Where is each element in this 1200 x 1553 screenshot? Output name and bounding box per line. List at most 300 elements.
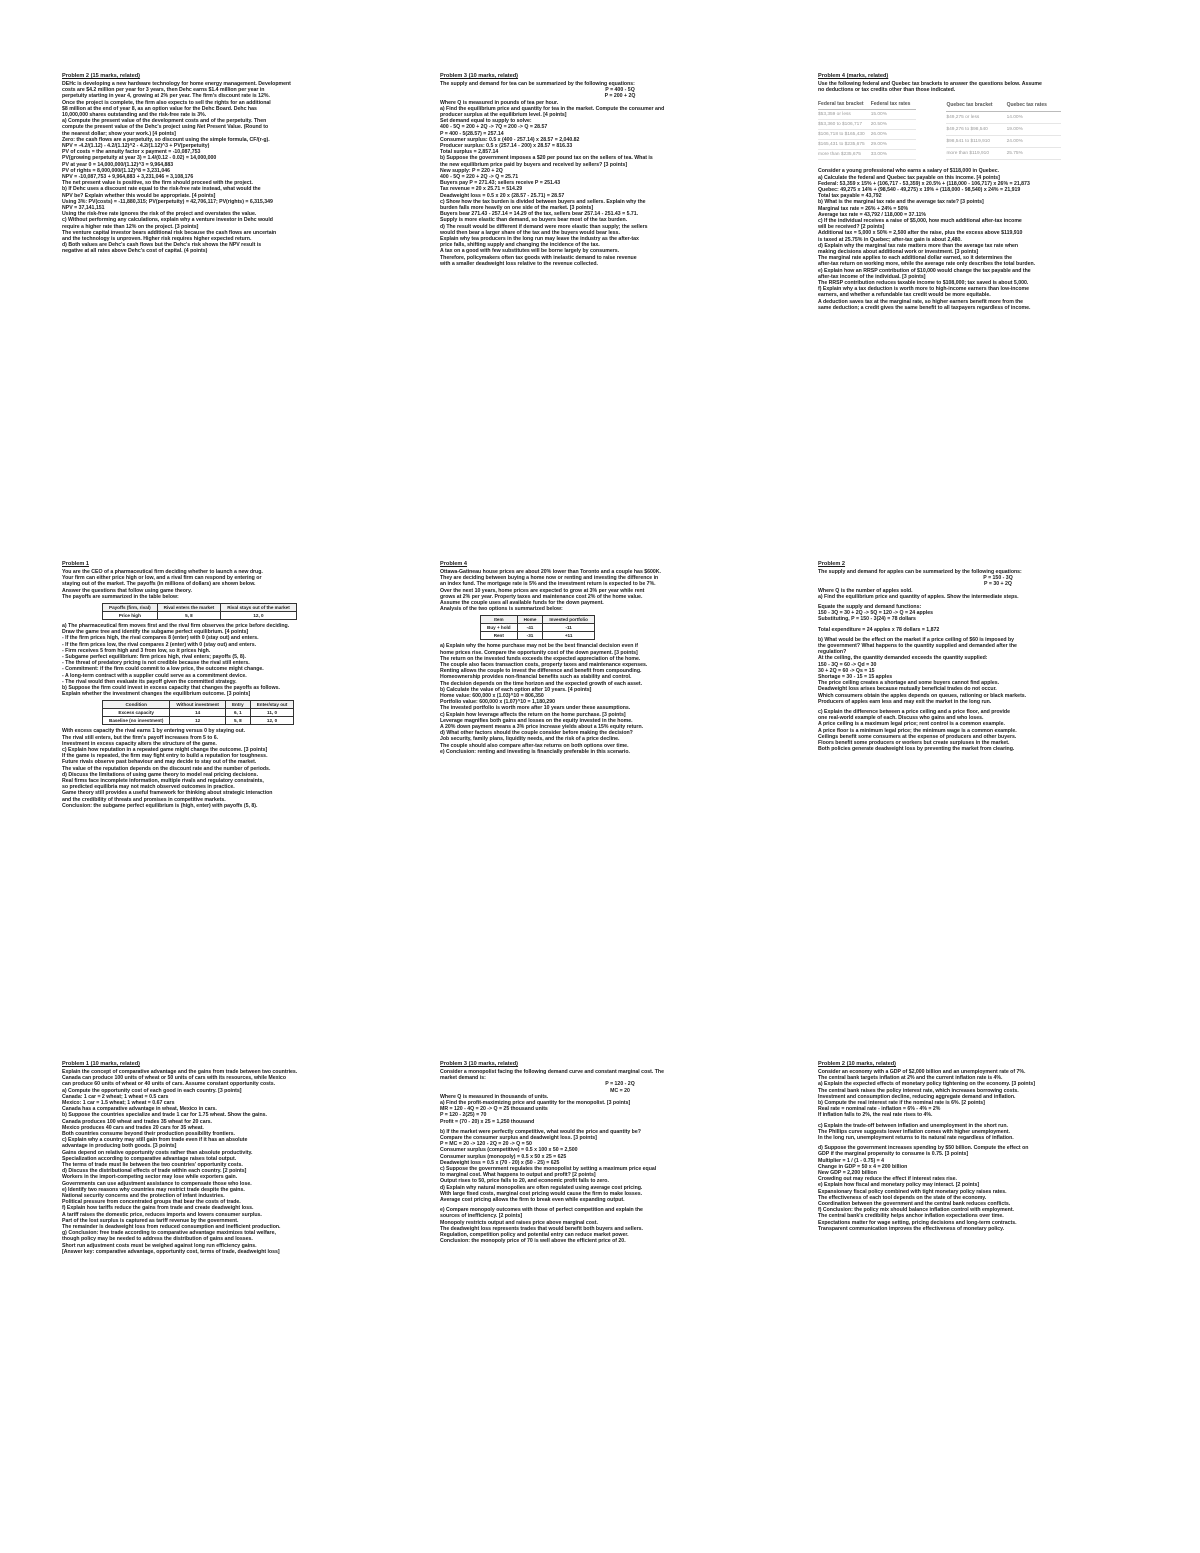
text-line: The net present value is positive, so the firm should proceed with the project.	[62, 180, 253, 187]
text-line: Average cost pricing allows the firm to break even while expanding output.	[440, 1197, 625, 1204]
table-cell: -11	[543, 624, 595, 632]
text-line: Total tax payable = 43,792	[818, 193, 882, 200]
capacity-table	[102, 700, 294, 725]
text-line: Floors benefit some producers or workers but create surpluses in the market.	[818, 740, 1010, 747]
table-cell: Baseline (no investment)	[103, 717, 170, 725]
table-cell: 29.00%	[871, 140, 917, 150]
text-line: a) Find the profit-maximizing price and quantity for the monopolist. [3 points]	[440, 1100, 631, 1107]
page-problem-2-a	[62, 72, 422, 255]
text-line: f) Conclusion: the policy mix should balance inflation control with employment.	[818, 1207, 1014, 1214]
table-row	[946, 136, 1060, 148]
table-header-cell: Quebec tax bracket	[946, 99, 1006, 112]
text-line: b) What would be the effect on the market if a price ceiling of $60 is imposed by	[818, 636, 1015, 643]
page-problem-1-game	[62, 560, 422, 809]
text-line: advantage in producing both goods. [3 points]	[62, 1143, 177, 1150]
table-cell: 5, 8	[225, 717, 250, 725]
text-line: PV of costs = the annuity factor x payment = -10,087,753	[62, 149, 201, 156]
text-line: c) Suppose the government regulates the monopolist by setting a maximum price equal	[440, 1166, 657, 1173]
text-line: b) Suppose the firm could invest in excess capacity that changes the payoffs as follows.	[62, 685, 280, 692]
text-line: Monopoly restricts output and raises price above marginal cost.	[440, 1219, 598, 1226]
text-line: Both policies generate deadweight loss by preventing the market from clearing.	[818, 746, 1015, 753]
text-line: The price ceiling creates a shortage and some buyers cannot find apples.	[818, 680, 1000, 687]
text-line: 400 - 5Q = 200 + 2Q -> 7Q = 200 -> Q = 28.57	[440, 124, 548, 131]
table-cell: 33.00%	[871, 150, 917, 160]
text-line: Game theory still provides a useful framework for thinking about strategic interaction	[62, 790, 273, 797]
table-row	[818, 110, 916, 120]
table-header-cell: Payoffs (firm, rival)	[103, 604, 158, 612]
text-line: Ceilings benefit some consumers at the expense of producers and other buyers.	[818, 733, 1017, 740]
text-line: earners, and whether a refundable tax credit would be more equitable.	[818, 292, 991, 299]
text-line: Where Q is measured in thousands of units.	[440, 1093, 549, 1100]
text-line: The central bank raises the policy interest rate, which increases borrowing costs.	[818, 1087, 1019, 1094]
text-line: Where Q is measured in pounds of tea per hour.	[440, 99, 559, 106]
text-line: will be received? [2 points]	[818, 224, 885, 231]
table-cell: 15.00%	[871, 110, 917, 120]
text-line: d) Both values are Dehc's cash flows but the Dehc's risk shows the NPV result is	[62, 242, 262, 249]
table-cell: 12, 0	[221, 612, 297, 620]
text-line: Homeownership provides non-financial benefits such as stability and control.	[440, 674, 632, 681]
problem-heading: Problem 4 (marks, related)	[818, 73, 889, 79]
text-line: Conclusion: the subgame perfect equilibrium is (high, enter) with payoffs (5, 8).	[62, 802, 258, 809]
text-line: the new equilibrium price paid by buyers and received by sellers? [3 points]	[440, 161, 628, 168]
text-line: same deduction; a credit gives the same benefit to all taxpayers regardless of income.	[818, 304, 1031, 311]
text-line: GDP if the marginal propensity to consume is 0.75. [3 points]	[818, 1151, 969, 1158]
text-line: Federal: 53,359 x 15% + (106,717 - 53,359) x 20.5% + (118,000 - 106,717) x 26% = 21,873	[818, 180, 1030, 187]
text-line: and the technology is unproven. Higher risk requires higher expected return.	[62, 236, 252, 243]
table-header-cell: Rival enters the market	[157, 604, 221, 612]
table-cell: -31	[517, 632, 543, 640]
text-line: d) Explain why natural monopolies are often regulated using average cost pricing.	[440, 1184, 643, 1191]
table-cell: +11	[543, 632, 595, 640]
table-cell: 12	[170, 717, 226, 725]
text-line: Consumer surplus: 0.5 x (400 - 257.14) x 28.57 = 2,040.82	[440, 136, 580, 143]
text-line: The supply and demand for apples can be summarized by the following equations:	[818, 569, 1022, 575]
text-line: c) Without performing any calculations, explain why a venture investor in Dehc would	[62, 217, 273, 224]
text-line: e) Identify two reasons why countries may restrict trade despite the gains.	[62, 1186, 245, 1193]
text-line: b) If Dehc uses a discount rate equal to the risk-free rate instead, what would the	[62, 186, 261, 193]
text-line: Using the risk-free rate ignores the risk of the project and overstates the value.	[62, 211, 257, 218]
table-cell: 5, 8	[157, 612, 221, 620]
text-line: Equate the supply and demand functions:	[818, 604, 922, 611]
text-line: Supply is more elastic than demand, so buyers bear most of the tax burden.	[440, 217, 628, 224]
text-line: Draw the game tree and identify the subgame perfect equilibrium. [4 points]	[62, 629, 249, 636]
text-line: d) Explain why the marginal tax rate matters more than the average tax rate when	[818, 242, 1019, 249]
text-line: In the long run, unemployment returns to its natural rate regardless of inflation.	[818, 1135, 1014, 1142]
text-line: to marginal cost. What happens to output and profit? [2 points]	[440, 1172, 596, 1179]
text-line: Consider an economy with a GDP of $2,000 billion and an unemployment rate of 7%.	[818, 1069, 1026, 1075]
text-line: National security concerns and the protection of infant industries.	[62, 1193, 225, 1200]
text-line: Canada has a comparative advantage in wheat, Mexico in cars.	[62, 1106, 217, 1113]
text-line: Governments can use adjustment assistance to compensate those who lose.	[62, 1180, 252, 1187]
text-line: a) Explain the expected effects of monetary policy tightening on the economy. [3 points]	[818, 1081, 1035, 1088]
equation-line: P = 120 - 2Q	[605, 1081, 635, 1088]
problem-heading: Problem 2 (10 marks, related)	[818, 1061, 897, 1067]
text-line: Real rate = nominal rate - inflation = 6% - 4% = 2%	[818, 1106, 941, 1113]
text-line: b) Compute the real interest rate if the nominal rate is 6%. [2 points]	[818, 1100, 985, 1107]
text-line: f) Explain why a tax deduction is worth more to high-income earners than low-income	[818, 286, 1029, 293]
text-line: burden falls more heavily on one side of the market. [3 points]	[440, 205, 594, 212]
text-line: The venture capital investor bears additional risk because the cash flows are uncertain	[62, 229, 277, 236]
table-row	[946, 148, 1060, 160]
text-line: At the ceiling, the quantity demanded exceeds the quantity supplied:	[818, 655, 988, 662]
text-line: costs are $4.2 million per year for 3 years, then Dehc earns $1.4 million per year in	[62, 87, 265, 94]
text-line: one real-world example of each. Discuss who gains and who loses.	[818, 715, 984, 722]
text-line: The deadweight loss represents trades that would benefit both buyers and sellers.	[440, 1225, 643, 1232]
text-line: - The threat of predatory pricing is not credible because the rival still enters.	[62, 660, 250, 667]
table-header-cell: Item	[481, 616, 518, 624]
text-line: making decisions about additional work or investment. [3 points]	[818, 249, 979, 256]
text-line: Use the following federal and Quebec tax brackets to answer the questions below. Assume	[818, 81, 1042, 87]
text-line: Consumer surplus (monopoly) = 0.5 x 50 x 25 = 625	[440, 1153, 567, 1160]
text-line: The terms of trade must lie between the two countries' opportunity costs.	[62, 1162, 243, 1169]
problem-heading: Problem 2	[818, 561, 846, 567]
text-line: Once the project is complete, the firm also expects to sell the rights for an additional	[62, 99, 271, 106]
text-line: Substituting, P = 150 - 3(24) = 78 dollars	[818, 616, 916, 623]
text-line: - Firm receives 5 from high and 3 from low, so it prices high.	[62, 647, 211, 654]
equation-line: P = 30 + 2Q	[984, 581, 1012, 588]
text-line: They are deciding between buying a home now or renting and investing the difference in	[440, 575, 659, 582]
text-line: PV of rights = 8,000,000/(1.12)^8 = 3,231,046	[62, 167, 170, 174]
text-line: market demand is:	[440, 1075, 486, 1082]
text-line: If the game is repeated, the firm may fight entry to build a reputation for toughness.	[62, 753, 268, 760]
text-line: Ottawa-Gatineau house prices are about 20% lower than Toronto and a couple has $600K.	[440, 569, 661, 575]
text-line: a) Compute the opportunity cost of each good in each country. [3 points]	[62, 1087, 242, 1094]
text-line: Regulation, competition policy and potential entry can reduce market power.	[440, 1232, 629, 1239]
text-line: Home value: 600,000 x (1.03)^10 = 806,350	[440, 693, 544, 700]
text-line: Explain the concept of comparative advantage and the gains from trade between two countries.	[62, 1069, 298, 1075]
text-line: Investment in excess capacity alters the structure of the game.	[62, 740, 217, 747]
text-line: Output rises to 50, price falls to 20, and economic profit falls to zero.	[440, 1178, 609, 1185]
table-row	[818, 150, 916, 160]
equation-line: MC = 20	[610, 1087, 630, 1094]
text-line: perpetuity starting in year 4, growing at 2% per year. The firm's discount rate is 12%.	[62, 93, 270, 100]
text-line: P = 400 - 5(28.57) = 257.14	[440, 130, 504, 137]
text-line: c) If the individual receives a raise of $5,000, how much additional after-tax income	[818, 218, 1022, 225]
text-line: The couple also faces transaction costs, property taxes and maintenance expenses.	[440, 662, 648, 669]
problem-heading: Problem 3 (10 marks, related)	[440, 73, 519, 79]
text-line: Compare the consumer surplus and deadweight loss. [3 points]	[440, 1135, 597, 1142]
problem-heading: Problem 3 (10 marks, related)	[440, 1061, 519, 1067]
text-line: - A long-term contract with a supplier could serve as a commitment device.	[62, 672, 247, 679]
text-line: A price ceiling is a maximum legal price; rent control is a common example.	[818, 721, 1005, 728]
text-line: Investment and consumption decline, reducing aggregate demand and inflation.	[818, 1093, 1016, 1100]
table-cell: 6, 1	[225, 709, 250, 717]
text-line: home prices rise. Compare the opportunity cost of the down payment. [3 points]	[440, 649, 638, 656]
text-line: the government? What happens to the quantity supplied and demanded after the	[818, 643, 1017, 650]
text-line: New supply: P = 220 + 2Q	[440, 167, 503, 174]
table-header-cell: Entry	[225, 701, 250, 709]
equation-line: P = 150 - 3Q	[983, 575, 1013, 582]
text-line: compute the present value of the Dehc's project using Net Present Value. (Round to	[62, 124, 269, 131]
table-cell: 24.00%	[1007, 136, 1061, 148]
table-cell: $49,275 or less	[946, 112, 1006, 124]
text-line: The value of the reputation depends on the discount rate and the number of periods.	[62, 765, 271, 772]
text-line: d) Suppose the government increases spending by $50 billion. Compute the effect on	[818, 1145, 1029, 1152]
payoff-table	[102, 603, 297, 620]
table-cell: 26.00%	[871, 130, 917, 140]
text-line: after-tax return on working more, while the average rate only describes the total burden.	[818, 261, 1036, 268]
text-line: The supply and demand for tea can be summarized by the following equations:	[440, 81, 635, 87]
text-line: NPV = 37,141,151	[62, 205, 105, 212]
text-line: producer surplus at the equilibrium level. [4 points]	[440, 112, 567, 119]
text-line: Conclusion: the monopoly price of 70 is well above the efficient price of 20.	[440, 1238, 626, 1245]
text-line: DEHc is developing a new hardware technology for home energy management. Development	[62, 81, 291, 87]
problem-heading: Problem 1 (10 marks, related)	[62, 1061, 141, 1067]
quebec-tax-table	[946, 99, 1060, 160]
text-line: Mexico produces 40 cars and trades 20 cars for 35 wheat.	[62, 1124, 204, 1131]
text-line: PV at year 0 = 14,000,000/(1.12)^3 = 9,964,883	[62, 161, 174, 168]
text-line: Portfolio value: 600,000 x (1.07)^10 = 1,180,290	[440, 699, 556, 706]
text-line: though policy may be needed to address the distribution of gains and losses.	[62, 1236, 253, 1243]
text-line: Explain why tea producers in the long run may leave the industry as the after-tax	[440, 236, 639, 243]
text-line: Consumer surplus (competitive) = 0.5 x 100 x 50 = 2,500	[440, 1147, 578, 1154]
text-line: Buyers pay P = 271.43; sellers receive P = 251.43	[440, 180, 561, 187]
text-line: [Answer key: comparative advantage, opportunity cost, terms of trade, deadweight loss]	[62, 1248, 280, 1255]
page-problem-3-a	[440, 72, 800, 267]
text-line: Your firm can either price high or low, and a rival firm can respond by entering or	[62, 575, 262, 582]
problem-heading: Problem 2 (15 marks, related)	[62, 73, 141, 79]
text-line: 150 - 3Q = 60 -> Qd = 30	[818, 661, 877, 668]
table-cell: more than $119,910	[946, 148, 1006, 160]
text-line: The decision depends on the time horizon and the expected growth of each asset.	[440, 680, 643, 687]
problem-heading: Problem 1	[62, 561, 90, 567]
text-line: Consider a young professional who earns a salary of $118,000 in Quebec.	[818, 168, 1000, 175]
text-line: Using 3%: PV(costs) = -11,880,315; PV(perpetuity) = 42,706,117; PV(rights) = 6,315,349	[62, 198, 273, 205]
table-cell: 14	[170, 709, 226, 717]
text-line: The invested portfolio is worth more after 10 years under these assumptions.	[440, 705, 631, 712]
table-cell: 12, 0	[250, 717, 294, 725]
table-cell: $53,360 to $106,717	[818, 120, 871, 130]
page-problem-2-macro	[818, 1060, 1178, 1232]
text-line: Tax revenue = 20 x 25.71 = 514.29	[440, 186, 523, 193]
text-line: The Phillips curve suggests lower inflation comes with higher unemployment.	[818, 1128, 1010, 1135]
text-line: Part of the lost surplus is captured as tariff revenue by the government.	[62, 1217, 239, 1224]
table-cell: Price high	[103, 612, 158, 620]
table-row	[103, 717, 294, 725]
text-line: Analysis of the two options is summarized below:	[440, 606, 563, 613]
table-cell: $106,718 to $165,430	[818, 130, 871, 140]
text-line: b) Suppose the government imposes a $20 per pound tax on the sellers of tea. What is	[440, 155, 653, 162]
text-line: - Subgame perfect equilibrium: firm prices high, rival enters; payoffs (5, 8).	[62, 654, 246, 661]
table-header-cell: Enter/stay out	[250, 701, 294, 709]
text-line: A tax on a good with few substitutes will be borne largely by consumers.	[440, 248, 620, 255]
text-line: Real firms face incomplete information, multiple rivals and regulatory constraints,	[62, 778, 264, 785]
text-line: Assume the couple uses all available funds for the down payment.	[440, 600, 604, 607]
text-line: Average tax rate = 43,792 / 118,000 = 37.11%	[818, 211, 926, 218]
text-line: Profit = (70 - 20) x 25 = 1,250 thousand	[440, 1118, 535, 1125]
text-line: Canada can produce 100 units of wheat or 50 units of cars with its resources, while Mexico	[62, 1075, 286, 1082]
text-line: Change in GDP = 50 x 4 = 200 billion	[818, 1163, 908, 1170]
text-line: Buyers bear 271.43 - 257.14 = 14.29 of the tax, sellers bear 257.14 - 251.43 = 5.71.	[440, 211, 639, 218]
table-row	[946, 112, 1060, 124]
tax-tables	[818, 99, 1178, 160]
text-line: 150 - 3Q = 30 + 2Q -> 5Q = 120 -> Q = 24 apples	[818, 610, 934, 617]
table-cell: 14.00%	[1007, 112, 1061, 124]
text-line: c) Explain how leverage affects the return on the home purchase. [3 points]	[440, 711, 626, 718]
text-line: The payoffs are summarized in the table below:	[62, 593, 179, 600]
text-line: c) Show how the tax burden is divided between buyers and sellers. Explain why the	[440, 198, 646, 205]
text-line: Zero: the cash flows are a perpetuity, so discount using the simple formula, CF/(r-g).	[62, 136, 270, 143]
text-line: The marginal rate applies to each additional dollar earned, so it determines the	[818, 255, 1013, 262]
text-line: Future rivals observe past behaviour and may decide to stay out of the market.	[62, 759, 257, 766]
text-line: a) Explain why the home purchase may not be the best financial decision even if	[440, 643, 639, 650]
table-row	[481, 624, 595, 632]
text-line: b) Calculate the value of each option after 10 years. [4 points]	[440, 686, 592, 693]
problem-heading: Problem 4	[440, 561, 468, 567]
text-line: after-tax income of the individual. [3 points]	[818, 273, 926, 280]
table-cell: 19.00%	[1007, 124, 1061, 136]
text-line: Marginal tax rate = 26% + 24% = 50%	[818, 205, 909, 212]
text-line: Quebec: 49,275 x 14% + (98,540 - 49,275) x 19% + (118,000 - 98,540) x 24% = 21,919	[818, 187, 1021, 194]
text-line: Total expenditure = 24 apples x 78 dollars = 1,872	[818, 626, 940, 633]
table-row	[103, 709, 294, 717]
text-line: Total surplus = 2,857.14	[440, 149, 499, 156]
text-line: Set demand equal to supply to solve:	[440, 118, 532, 125]
text-line: - Commitment: if the firm could commit to a low price, the outcome might change.	[62, 666, 264, 673]
table-header-cell: Condition	[103, 701, 170, 709]
table-cell: 20.50%	[871, 120, 917, 130]
text-line: negative at all rates above Dehc's cost of capital. (4 points)	[62, 248, 208, 255]
text-line: Gains depend on relative opportunity costs rather than absolute productivity.	[62, 1149, 253, 1156]
table-row	[481, 632, 595, 640]
text-line: The remainder is deadweight loss from reduced consumption and inefficient production.	[62, 1224, 281, 1231]
text-line: Job security, family plans, liquidity needs, and the risk of a price decline.	[440, 736, 620, 743]
text-line: - If the firm prices high, the rival compares 8 (enter) with 0 (stay out) and enters.	[62, 635, 259, 642]
text-line: Which consumers obtain the apples depends on queues, rationing or black markets.	[818, 692, 1027, 699]
text-line: Therefore, policymakers often tax goods with inelastic demand to raise revenue	[440, 254, 637, 261]
text-line: d) Discuss the distributional effects of trade within each country. [2 points]	[62, 1168, 247, 1175]
text-line: Mexico: 1 car = 1.5 wheat; 1 wheat = 0.67 cars	[62, 1100, 175, 1107]
text-line: $8 million at the end of year 8, as an option value for the Dehc Board. Dehc has	[62, 105, 257, 112]
text-line: 30 + 2Q = 60 -> Qs = 15	[818, 667, 875, 674]
text-line: require a higher rate than 12% on the project. [3 points]	[62, 223, 199, 230]
text-line: staying out of the market. The payoffs (in millions of dollars) are shown below.	[62, 581, 256, 588]
text-line: Where Q is the number of apples sold.	[818, 587, 913, 594]
text-line: The rival still enters, but the firm's payoff increases from 5 to 6.	[62, 734, 219, 741]
text-line: NPV be? Explain whether this would be appropriate. [4 points]	[62, 192, 216, 199]
page-problem-4-tax	[818, 72, 1178, 311]
text-line: The couple should also compare after-tax returns on both options over time.	[440, 742, 629, 749]
text-line: with a smaller deadweight loss relative to the revenue collected.	[440, 260, 598, 267]
table-cell: $53,359 or less	[818, 110, 871, 120]
table-cell: 11, 0	[250, 709, 294, 717]
text-line: d) Discuss the limitations of using game theory to model real pricing decisions.	[62, 771, 259, 778]
table-cell: 25.75%	[1007, 148, 1061, 160]
text-line: c) Explain how reputation in a repeated game might change the outcome. [3 points]	[62, 747, 268, 754]
equation-line: P = 200 + 2Q	[604, 93, 636, 100]
text-line: Canada produces 100 wheat and trades 35 wheat for 20 cars.	[62, 1118, 212, 1125]
text-line: The RRSP contribution reduces taxable income to $108,000; tax saved is about 5,000.	[818, 280, 1029, 287]
text-line: Explain whether the investment changes the equilibrium outcome. [3 points]	[62, 691, 251, 698]
text-line: e) Compare monopoly outcomes with those of perfect competition and explain the	[440, 1207, 643, 1214]
text-line: With large fixed costs, marginal cost pricing would cause the firm to make losses.	[440, 1190, 643, 1197]
page-problem-2-apples	[818, 560, 1178, 752]
text-line: Deadweight loss = 0.5 x (70 - 20) x (50 - 25) = 625	[440, 1159, 560, 1166]
text-line: Transparent communication improves the effectiveness of monetary policy.	[818, 1225, 1005, 1232]
text-line: Producers of apples earn less and may exit the market in the long run.	[818, 698, 992, 705]
text-line: Political pressure from concentrated groups that bear the costs of trade.	[62, 1199, 241, 1206]
text-line: a) Find the equilibrium price and quantity for tea in the market. Compute the consumer and	[440, 105, 665, 112]
table-row	[818, 140, 916, 150]
text-line: The central bank's credibility helps anchor inflation expectations over time.	[818, 1213, 1004, 1220]
text-line: a) Compute the present value of the development costs and of the perpetuity. Then	[62, 118, 267, 125]
text-line: so predicted equilibria may not match observed outcomes in practice.	[62, 784, 235, 791]
text-line: Additional tax = 5,000 x 50% = 2,500 after the raise, plus the excess above $119,910	[818, 230, 1023, 237]
text-line: b) Suppose the countries specialize and trade 1 car for 1.75 wheat. Show the gains.	[62, 1112, 267, 1119]
text-line: If inflation falls to 2%, the real rate rises to 4%.	[818, 1112, 933, 1119]
text-line: a) Calculate the federal and Quebec tax payable on this income. [4 points]	[818, 174, 1000, 181]
text-line: sources of inefficiency. [2 points]	[440, 1213, 523, 1220]
text-line: f) Explain how tariffs reduce the gains from trade and create deadweight loss.	[62, 1205, 254, 1212]
text-line: d) What other factors should the couple consider before making the decision?	[440, 730, 633, 737]
text-line: e) Explain how an RRSP contribution of $10,000 would change the tax payable and the	[818, 267, 1031, 274]
table-cell: -41	[517, 624, 543, 632]
text-line: 10,000,000 shares outstanding and the risk-free rate is 3%.	[62, 112, 207, 119]
table-header-cell: Invested portfolio	[543, 616, 595, 624]
text-line: A deduction saves tax at the marginal rate, so higher earners benefit more from the	[818, 298, 1024, 305]
text-line: PV(growing perpetuity at year 3) = 1.4/(0.12 - 0.02) = 14,000,000	[62, 155, 217, 162]
table-cell: $49,276 to $98,540	[946, 124, 1006, 136]
text-line: and the credibility of threats and promises in competitive markets.	[62, 796, 226, 803]
text-line: Canada: 1 car = 2 wheat; 1 wheat = 0.5 cars	[62, 1093, 169, 1100]
text-line: New GDP = 2,200 billion	[818, 1170, 877, 1177]
text-line: b) If the market were perfectly competitive, what would the price and quantity be?	[440, 1128, 641, 1135]
text-line: Shortage = 30 - 15 = 15 apples	[818, 674, 893, 681]
text-line: P = MC = 20 -> 120 - 2Q = 20 -> Q = 50	[440, 1141, 532, 1148]
table-header-cell: Federal tax bracket	[818, 99, 871, 110]
text-line: Multiplier = 1 / (1 - 0.75) = 4	[818, 1157, 885, 1164]
table-header-cell: Without investment	[170, 701, 226, 709]
text-line: can produce 60 units of wheat or 40 units of cars. Assume constant opportunity costs.	[62, 1081, 276, 1088]
text-line: MR = 120 - 4Q = 20 -> Q = 25 thousand units	[440, 1106, 548, 1113]
text-line: Leverage magnifies both gains and losses on the equity invested in the home.	[440, 717, 633, 724]
text-line: g) Conclusion: free trade according to comparative advantage maximizes total welfare,	[62, 1230, 276, 1237]
text-line: - If the firm prices low, the rival compares 2 (enter) with 0 (stay out) and enters.	[62, 641, 257, 648]
text-line: 400 - 5Q = 220 + 2Q -> Q = 25.71	[440, 174, 519, 181]
text-line: A tariff raises the domestic price, reduces imports and lowers consumer surplus.	[62, 1211, 262, 1218]
page-problem-1-trade	[62, 1060, 422, 1255]
table-row	[818, 120, 916, 130]
text-line: Over the next 10 years, home prices are expected to grow at 3% per year while rent	[440, 587, 645, 594]
text-line: Renting allows the couple to invest the difference and benefit from compounding.	[440, 668, 642, 675]
options-table	[480, 615, 595, 640]
text-line: c) Explain why a country may still gain from trade even if it has an absolute	[62, 1137, 248, 1144]
text-line: The return on the invested funds exceeds the expected appreciation of the home.	[440, 655, 641, 662]
equation-line: P = 400 - 5Q	[605, 87, 635, 94]
federal-tax-table	[818, 99, 916, 160]
table-row	[818, 130, 916, 140]
text-line: a) The pharmaceutical firm moves first and the rival firm observes the price before deciding.	[62, 623, 290, 630]
text-line: price falls, shifting supply and changing the incidence of the tax.	[440, 242, 600, 249]
text-line: Deadweight loss = 0.5 x 20 x (28.57 - 25.71) = 28.57	[440, 192, 565, 199]
text-line: Workers in the import-competing sector may lose while exporters gain.	[62, 1174, 238, 1181]
table-cell: $98,541 to $119,910	[946, 136, 1006, 148]
text-line: regulation?	[818, 649, 847, 656]
text-line: Expectations matter for wage setting, pricing decisions and long-term contracts.	[818, 1219, 1017, 1226]
text-line: b) What is the marginal tax rate and the average tax rate? [3 points]	[818, 199, 984, 206]
text-line: Short run adjustment costs must be weighed against long run efficiency gains.	[62, 1242, 257, 1249]
text-line: e) Conclusion: renting and investing is financially preferable in this scenario.	[440, 748, 630, 755]
table-cell: $165,431 to $235,675	[818, 140, 871, 150]
text-line: Deadweight loss arises because mutually beneficial trades do not occur.	[818, 686, 997, 693]
text-line: Consider a monopolist facing the following demand curve and constant marginal cost. The	[440, 1069, 664, 1075]
table-header-cell: Federal tax rates	[871, 99, 917, 110]
text-line: P = 120 - 2(25) = 70	[440, 1112, 487, 1119]
text-line: With excess capacity the rival earns 1 by entering versus 0 by staying out.	[62, 728, 246, 735]
text-line: Expansionary fiscal policy combined with tight monetary policy raises rates.	[818, 1188, 1007, 1195]
table-cell: Rent	[481, 632, 518, 640]
text-line: NPV = -4.2/(1.12) - 4.2/(1.12)^2 - 4.2/(1.12)^3 + PV(perpetuity)	[62, 143, 210, 150]
